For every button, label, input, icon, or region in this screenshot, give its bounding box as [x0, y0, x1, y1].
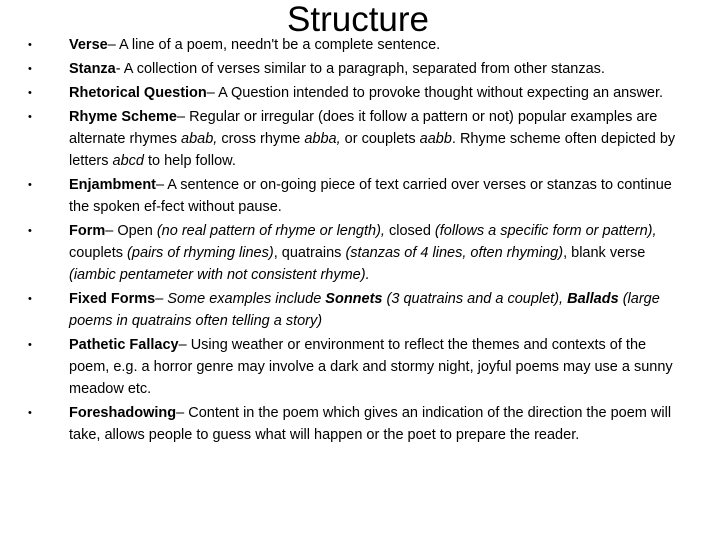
item-text: – Open	[105, 223, 157, 239]
list-item	[0, 220, 720, 286]
bullet-marker: •	[28, 87, 32, 99]
list-item	[0, 106, 720, 172]
list-item	[0, 402, 720, 446]
bullet-list	[0, 34, 720, 446]
term-label: Rhyme Scheme	[69, 109, 177, 125]
bullet-marker: •	[28, 339, 32, 351]
list-item	[0, 334, 720, 400]
item-text: – A sentence or on-going piece of text carried over verses or stanzas to continue the spoken ef-fect without pause.	[69, 177, 672, 215]
item-text: (pairs of rhyming lines)	[127, 245, 274, 261]
list-item	[0, 82, 720, 104]
item-text: Ballads	[567, 291, 619, 307]
item-text: – Regular or irregular (does it follow a pattern or not) popular examples are alternate rhymes	[69, 109, 658, 147]
item-text: (3 quatrains and a couplet),	[382, 291, 568, 307]
term-label: Pathetic Fallacy	[69, 337, 179, 353]
term-label: Foreshadowing	[69, 405, 177, 421]
item-text: , quatrains	[273, 245, 346, 261]
item-text: – Some examples include	[155, 291, 326, 307]
term-label: Stanza	[69, 61, 116, 77]
item-text: . Rhyme scheme often depicted by letters	[69, 131, 676, 169]
bullet-marker: •	[28, 225, 32, 237]
item-text: abcd	[112, 153, 144, 169]
list-item	[0, 174, 720, 218]
item-text: abba,	[304, 131, 341, 147]
item-text: , blank verse	[563, 245, 646, 261]
item-text: abab,	[181, 131, 218, 147]
item-text: or couplets	[340, 131, 420, 147]
term-label: Fixed Forms	[69, 291, 156, 307]
item-text: (follows a specific form or pattern),	[434, 223, 657, 239]
list-item	[0, 34, 720, 56]
item-text: closed	[384, 223, 435, 239]
term-label: Rhetorical Question	[69, 85, 207, 101]
item-text: aabb	[419, 131, 452, 147]
item-text: (stanzas of 4 lines, often rhyming)	[345, 245, 564, 261]
term-label: Enjambment	[69, 177, 157, 193]
bullet-marker: •	[28, 111, 32, 123]
item-text: (iambic pentameter with not consistent rhyme).	[69, 267, 370, 283]
item-text: – Content in the poem which gives an indication of the direction the poem will take, allows people to guess what will happen or the poet to prepare the reader.	[69, 405, 672, 443]
item-text: (large poems in quatrains often telling a story)	[69, 291, 660, 329]
item-text: - A collection of verses similar to a paragraph, separated from other stanzas.	[115, 61, 605, 77]
item-text: (no real pattern of rhyme or length),	[156, 223, 385, 239]
bullet-marker: •	[28, 179, 32, 191]
item-text: Sonnets	[325, 291, 383, 307]
term-label: Form	[69, 223, 106, 239]
item-text: to help follow.	[143, 153, 236, 169]
bullet-marker: •	[28, 39, 32, 51]
item-text: – A Question intended to provoke thought without expecting an answer.	[206, 85, 664, 101]
bullet-marker: •	[28, 63, 32, 75]
slide-title: Structure	[287, 0, 429, 39]
list-item	[0, 58, 720, 80]
item-text: cross rhyme	[217, 131, 305, 147]
bullet-marker: •	[28, 407, 32, 419]
item-text: couplets	[69, 245, 128, 261]
item-text: – A line of a poem, needn't be a complete sentence.	[107, 37, 441, 53]
bullet-marker: •	[28, 293, 32, 305]
list-item	[0, 288, 720, 332]
term-label: Verse	[69, 37, 108, 53]
item-text: – Using weather or environment to reflect the themes and contexts of the poem, e.g. a horror genre may involve a dark and stormy night, joyful poems may use a sunny meadow etc.	[69, 337, 673, 397]
